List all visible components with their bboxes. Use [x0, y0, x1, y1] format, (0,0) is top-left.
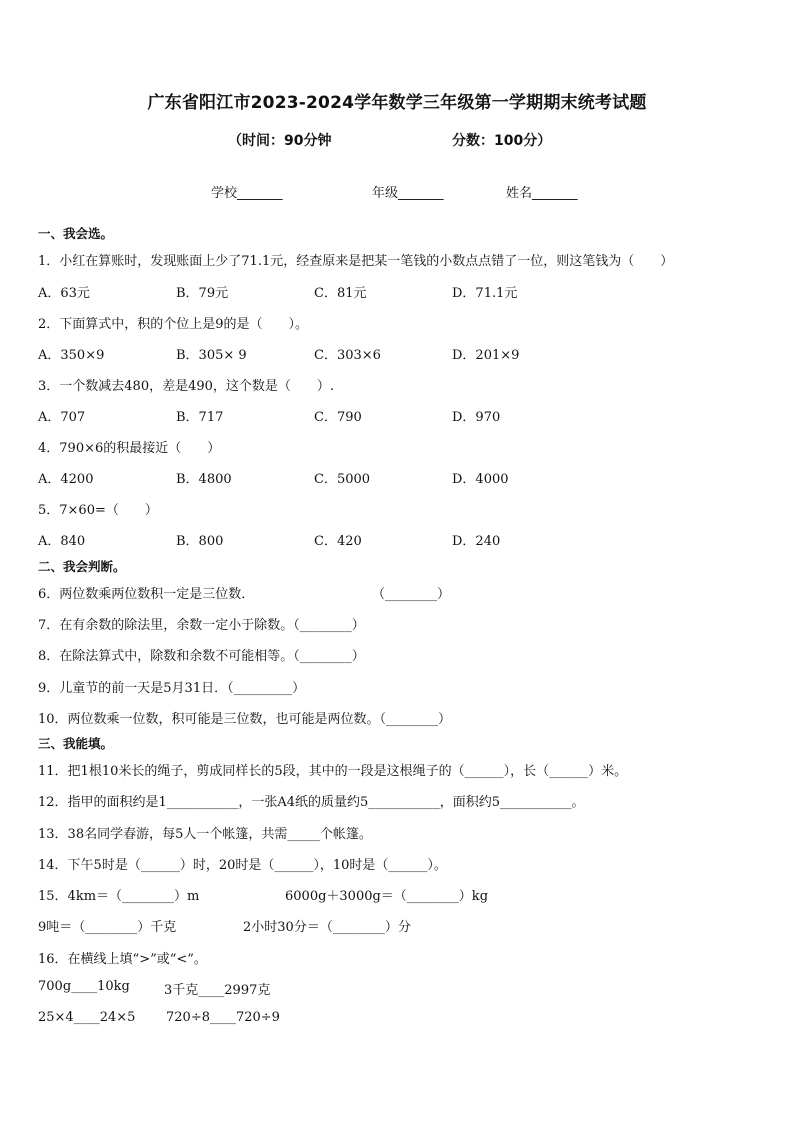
- name-field: 姓名_______: [506, 186, 578, 201]
- question-5: 5．7×60=（ ）: [38, 503, 158, 518]
- option-c: C．81元: [314, 286, 367, 301]
- option-c: C．303×6: [314, 348, 381, 363]
- question-10: 10．两位数乘一位数，积可能是三位数，也可能是两位数。（________）: [38, 712, 452, 727]
- section-heading: 一、我会选。: [38, 226, 114, 241]
- question-1: 1．小红在算账时，发现账面上少了71.1元，经查原来是把某一笔钱的小数点点错了一位，则这笔钱为（ ）: [38, 254, 674, 269]
- option-d: D．4000: [452, 472, 509, 487]
- question-4: 4．790×6的积最接近（ ）: [38, 441, 221, 456]
- option-d: D．240: [452, 534, 501, 549]
- question-14: 14．下午5时是（______）时，20时是（______），10时是（______）。: [38, 858, 447, 873]
- question-8: 8．在除法算式中，除数和余数不可能相等。（________）: [38, 649, 365, 664]
- question-2: 2．下面算式中，积的个位上是9的是（ ）。: [38, 317, 309, 332]
- question-6: 6．两位数乘两位数积一定是三位数．: [38, 587, 255, 602]
- time-limit: （时间：90分钟: [228, 133, 332, 149]
- question-15-part-1: 15．4km＝（________）m: [38, 889, 200, 904]
- option-b: B．717: [176, 410, 224, 425]
- total-score: 分数：100分）: [452, 133, 552, 149]
- compare-item-4: 720÷8____720÷9: [166, 1010, 280, 1025]
- question-11: 11．把1根10米长的绳子，剪成同样长的5段，其中的一段是这根绳子的（______），长（______）米。: [38, 764, 628, 779]
- question-16: 16．在横线上填“>”或“<”。: [38, 952, 207, 967]
- answer-blank: （________）: [372, 587, 451, 602]
- option-b: B．79元: [176, 286, 229, 301]
- option-a: A．4200: [38, 472, 94, 487]
- question-15-part-4: 2小时30分＝（________）分: [243, 920, 411, 935]
- compare-item-3: 25×4____24×5: [38, 1010, 136, 1025]
- question-7: 7．在有余数的除法里，余数一定小于除数。（________）: [38, 618, 365, 633]
- question-13: 13．38名同学春游，每5人一个帐篷，共需_____个帐篷。: [38, 827, 372, 842]
- option-a: A．63元: [38, 286, 90, 301]
- option-a: A．350×9: [38, 348, 105, 363]
- section-heading: 二、我会判断。: [38, 559, 126, 574]
- option-d: D．970: [452, 410, 501, 425]
- compare-item-1: 700g____10kg: [38, 979, 130, 994]
- question-12: 12．指甲的面积约是1___________，一张A4纸的质量约5___________，面积约5___________。: [38, 795, 585, 810]
- option-b: B．4800: [176, 472, 232, 487]
- option-c: C．5000: [314, 472, 371, 487]
- question-9: 9．儿童节的前一天是5月31日．（_________）: [38, 681, 306, 696]
- grade-field: 年级_______: [372, 186, 444, 201]
- question-3: 3．一个数减去480，差是490，这个数是（ ）.: [38, 379, 335, 394]
- option-d: D．201×9: [452, 348, 520, 363]
- section-heading: 三、我能填。: [38, 736, 114, 751]
- option-c: C．420: [314, 534, 362, 549]
- option-c: C．790: [314, 410, 362, 425]
- option-b: B．305× 9: [176, 348, 247, 363]
- school-field: 学校_______: [211, 186, 283, 201]
- option-a: A．707: [38, 410, 86, 425]
- page-title: 广东省阳江市2023-2024学年数学三年级第一学期期末统考试题: [147, 93, 647, 113]
- option-d: D．71.1元: [452, 286, 518, 301]
- option-a: A．840: [38, 534, 86, 549]
- compare-item-2: 3千克____2997克: [164, 983, 271, 998]
- question-15-part-3: 9吨＝（________）千克: [38, 920, 177, 935]
- option-b: B．800: [176, 534, 224, 549]
- question-15-part-2: 6000g＋3000g＝（________）kg: [285, 889, 489, 904]
